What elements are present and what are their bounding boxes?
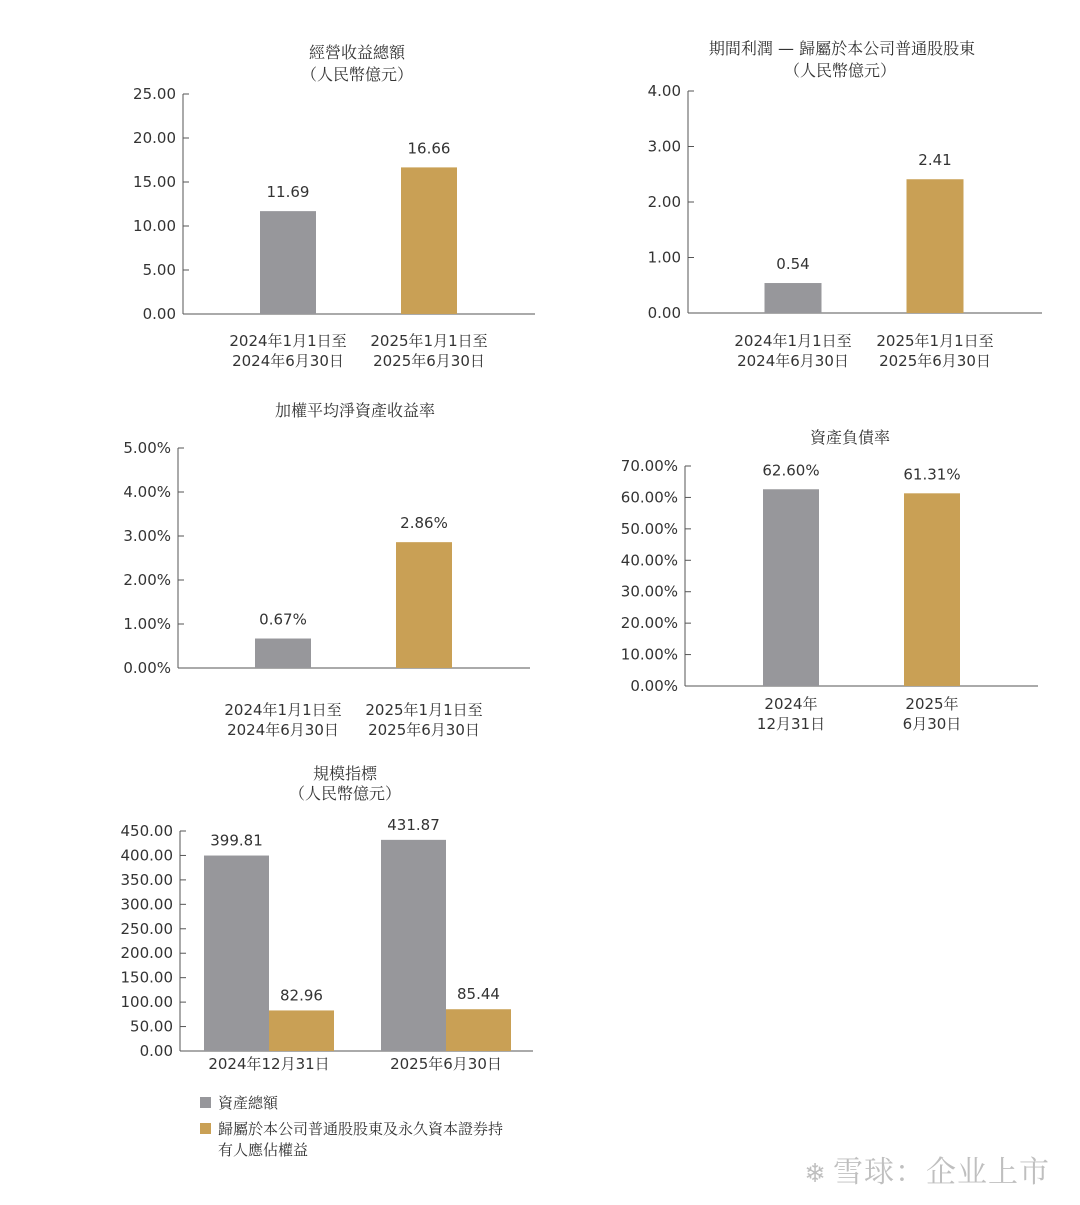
- chart5-bar: [381, 840, 446, 1051]
- chart5-y-tick-label: 450.00: [120, 822, 173, 840]
- chart2-category-label: 2025年6月30日: [879, 352, 991, 370]
- chart2-y-tick-label: 3.00: [647, 137, 681, 156]
- chart5-y-tick-label: 50.00: [130, 1017, 173, 1036]
- chart1-category-label: 2025年6月30日: [373, 352, 485, 370]
- chart5-y-tick-label: 100.00: [120, 993, 173, 1012]
- snowball-logo-icon: ❄: [804, 1159, 827, 1189]
- chart2-title: 期間利潤 — 歸屬於本公司普通股股東: [708, 39, 976, 58]
- chart5-category-label: 2025年6月30日: [390, 1055, 502, 1073]
- chart3-y-tick-label: 4.00%: [123, 483, 171, 501]
- chart3-y-tick-label: 2.00%: [123, 571, 171, 589]
- chart5-subtitle: （人民幣億元）: [288, 784, 402, 803]
- chart5-category-label: 2024年12月31日: [208, 1055, 330, 1073]
- chart1-subtitle: （人民幣億元）: [300, 65, 414, 84]
- chart2-data-label: 0.54: [776, 255, 810, 274]
- chart2-y-tick-label: 0.00: [647, 304, 681, 322]
- watermark: [804, 1147, 1050, 1191]
- chart3-category-label: 2024年1月1日至: [224, 701, 342, 719]
- chart2-bar: [907, 179, 964, 313]
- chart4-y-tick-label: 60.00%: [620, 488, 678, 507]
- chart1-category-label: 2024年1月1日至: [229, 332, 347, 350]
- chart4-y-tick-label: 70.00%: [620, 457, 678, 475]
- chart4-bar: [763, 489, 819, 686]
- chart4-category-label: 12月31日: [756, 715, 826, 733]
- chart3-bar: [255, 639, 311, 668]
- chart4-y-tick-label: 0.00%: [630, 677, 678, 695]
- chart4-title: 資產負債率: [809, 428, 891, 447]
- chart2-bar: [765, 283, 822, 313]
- chart3-title: 加權平均淨資產收益率: [274, 401, 436, 420]
- chart5-data-label: 431.87: [387, 815, 440, 834]
- chart2-y-tick-label: 1.00: [647, 248, 681, 267]
- chart5-legend-swatch: [200, 1123, 211, 1134]
- chart3-bar: [396, 542, 452, 668]
- chart2-category-label: 2024年1月1日至: [734, 332, 852, 350]
- chart2-subtitle: （人民幣億元）: [783, 61, 897, 80]
- chart2-data-label: 2.41: [918, 151, 952, 170]
- chart2-y-tick-label: 4.00: [647, 82, 681, 100]
- chart5-legend-label: 歸屬於本公司普通股股東及永久資本證券持: [218, 1120, 504, 1138]
- chart5-data-label: 85.44: [457, 985, 500, 1004]
- chart5-y-tick-label: 150.00: [120, 968, 173, 987]
- chart5-y-tick-label: 0.00: [139, 1042, 173, 1060]
- chart3-y-tick-label: 1.00%: [123, 615, 171, 633]
- chart5-data-label: 82.96: [280, 986, 323, 1005]
- chart1-y-tick-label: 10.00: [133, 217, 176, 235]
- chart4-category-label: 2025年: [905, 695, 959, 713]
- chart1-data-label: 11.69: [266, 183, 310, 202]
- chart5-data-label: 399.81: [210, 831, 263, 850]
- chart1-bar: [260, 211, 316, 314]
- chart1-bar: [401, 167, 457, 314]
- chart4-y-tick-label: 30.00%: [620, 582, 678, 601]
- chart1-data-label: 16.66: [407, 139, 451, 158]
- chart1-y-tick-label: 5.00: [142, 261, 176, 279]
- chart4-data-label: 61.31%: [903, 465, 961, 484]
- chart3-y-tick-label: 0.00%: [123, 659, 171, 677]
- chart5-legend-label: 資產總額: [218, 1094, 279, 1112]
- chart4-category-label: 2024年: [764, 695, 818, 713]
- chart1-y-tick-label: 0.00: [142, 305, 176, 323]
- chart2-category-label: 2025年1月1日至: [876, 332, 994, 350]
- chart5-bar: [204, 856, 269, 1051]
- chart3-category-label: 2025年6月30日: [368, 721, 480, 739]
- chart5-y-tick-label: 200.00: [120, 944, 173, 963]
- chart4-y-tick-label: 50.00%: [620, 519, 678, 538]
- chart4-y-tick-label: 20.00%: [620, 614, 678, 633]
- chart4-y-tick-label: 10.00%: [620, 645, 678, 664]
- chart5-bar: [269, 1010, 334, 1051]
- chart3-category-label: 2025年1月1日至: [365, 701, 483, 719]
- chart5-title: 規模指標: [312, 764, 378, 783]
- chart3-y-tick-label: 5.00%: [123, 439, 171, 457]
- chart2-category-label: 2024年6月30日: [737, 352, 849, 370]
- chart1-title: 經營收益總額: [308, 43, 406, 62]
- chart5-bar: [446, 1009, 511, 1051]
- chart1-y-tick-label: 20.00: [133, 129, 176, 147]
- chart4-bar: [904, 493, 960, 686]
- chart5-y-tick-label: 350.00: [120, 870, 173, 889]
- chart5-legend-swatch: [200, 1097, 211, 1108]
- chart4-category-label: 6月30日: [902, 715, 962, 733]
- watermark-text: 雪球：企业上市: [833, 1155, 1050, 1190]
- chart1-category-label: 2024年6月30日: [232, 352, 344, 370]
- chart5-y-tick-label: 300.00: [120, 895, 173, 914]
- chart1-category-label: 2025年1月1日至: [370, 332, 488, 350]
- chart3-category-label: 2024年6月30日: [227, 721, 339, 739]
- chart3-data-label: 2.86%: [400, 514, 448, 533]
- chart3-data-label: 0.67%: [259, 610, 307, 629]
- chart2-y-tick-label: 2.00: [647, 193, 681, 211]
- chart1-y-tick-label: 15.00: [133, 173, 176, 191]
- chart1-y-tick-label: 25.00: [133, 85, 176, 103]
- chart3-y-tick-label: 3.00%: [123, 527, 171, 545]
- chart5-y-tick-label: 400.00: [120, 846, 173, 865]
- chart5-legend-label: 有人應佔權益: [218, 1141, 309, 1159]
- chart4-data-label: 62.60%: [762, 461, 820, 480]
- chart5-y-tick-label: 250.00: [120, 919, 173, 938]
- chart4-y-tick-label: 40.00%: [620, 551, 678, 570]
